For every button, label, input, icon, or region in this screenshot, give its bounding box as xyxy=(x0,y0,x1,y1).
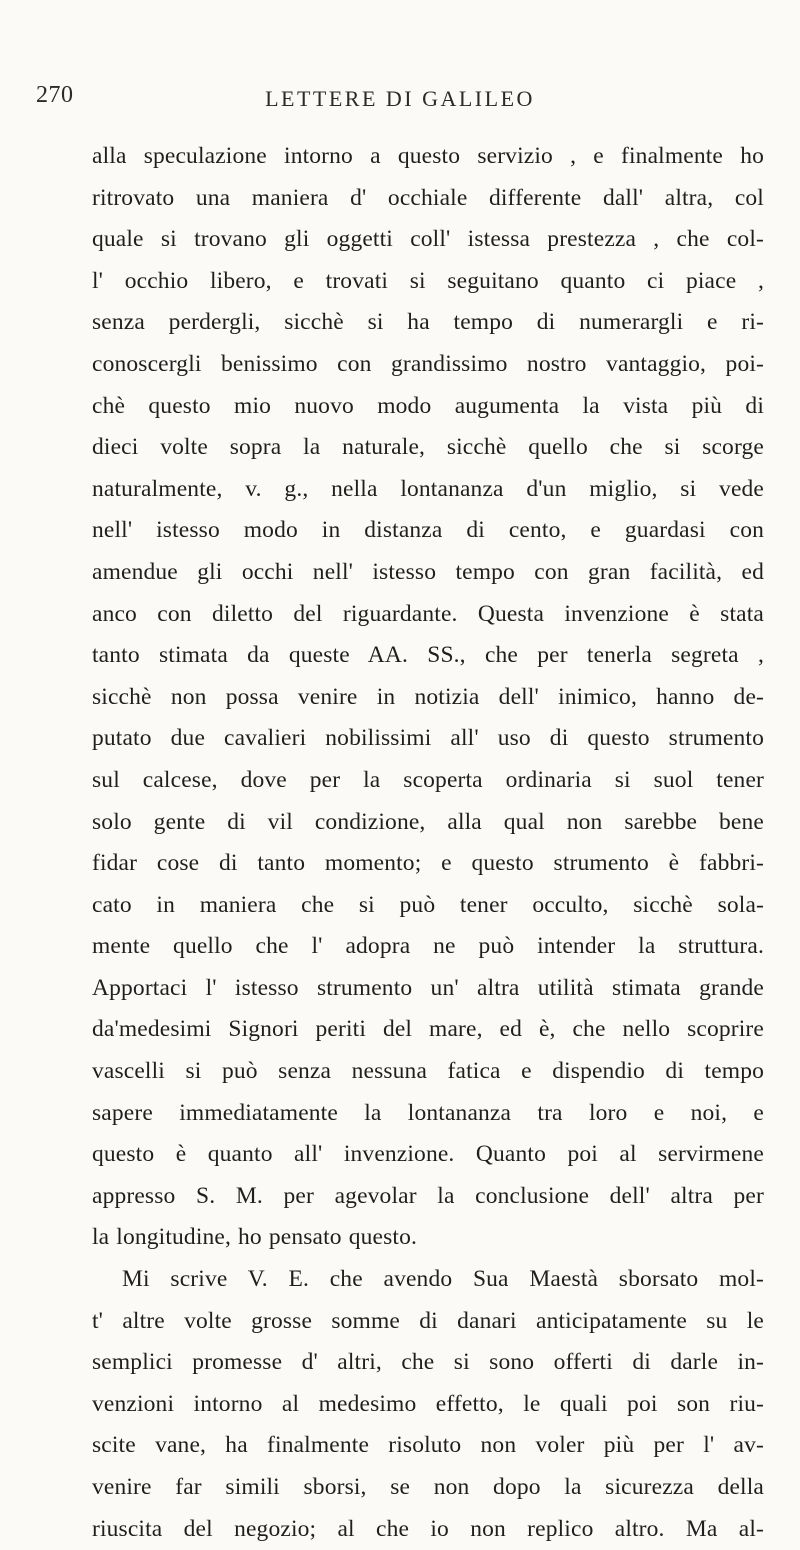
text-line: anco con diletto del riguardante. Questa invenzione è stata xyxy=(92,600,764,627)
text-line: chè questo mio nuovo modo augumenta la vista più di xyxy=(92,392,764,419)
text-line: tanto stimata da queste AA. SS., che per tenerla segreta , xyxy=(92,642,764,669)
text-line: vascelli si può senza nessuna fatica e dispendio di tempo xyxy=(92,1058,764,1085)
paragraph-start-line: Mi scrive V. E. che avendo Sua Maestà sborsato mol- xyxy=(122,1266,764,1293)
body-text xyxy=(92,136,764,1550)
text-line: riuscita del negozio; al che io non replico altro. Ma al- xyxy=(92,1515,764,1542)
paragraph-end-line: la longitudine, ho pensato questo. xyxy=(92,1224,417,1251)
text-line: da'medesimi Signori periti del mare, ed è, che nello scoprire xyxy=(92,1016,764,1043)
text-line: fidar cose di tanto momento; e questo strumento è fabbri- xyxy=(92,850,764,877)
text-line: mente quello che l' adopra ne può intender la struttura. xyxy=(92,933,764,960)
text-line: sapere immediatamente la lontananza tra loro e noi, e xyxy=(92,1099,764,1126)
text-line: cato in maniera che si può tener occulto, sicchè sola- xyxy=(92,891,764,918)
text-line: appresso S. M. per agevolar la conclusione dell' altra per xyxy=(92,1182,764,1209)
text-line: sul calcese, dove per la scoperta ordinaria si suol tener xyxy=(92,766,764,793)
text-line: questo è quanto all' invenzione. Quanto poi al servirmene xyxy=(92,1141,764,1168)
running-title: LETTERE DI GALILEO xyxy=(265,86,535,111)
text-line: naturalmente, v. g., nella lontananza d'un miglio, si vede xyxy=(92,475,764,502)
text-line: dieci volte sopra la naturale, sicchè quello che si scorge xyxy=(92,434,764,461)
text-line: conoscergli benissimo con grandissimo nostro vantaggio, poi- xyxy=(92,350,764,377)
text-line: l' occhio libero, e trovati si seguitano quanto ci piace , xyxy=(92,267,764,294)
text-line: alla speculazione intorno a questo servizio , e finalmente ho xyxy=(92,143,764,169)
text-line: nell' istesso modo in distanza di cento, e guardasi con xyxy=(92,517,764,544)
text-line: venire far simili sborsi, se non dopo la sicurezza della xyxy=(92,1474,764,1500)
text-line: senza perdergli, sicchè si ha tempo di numerargli e ri- xyxy=(92,309,764,336)
text-line: putato due cavalieri nobilissimi all' uso di questo strumento xyxy=(92,725,764,752)
text-line: semplici promesse d' altri, che si sono offerti di darle in- xyxy=(92,1349,764,1376)
page-number: 270 xyxy=(36,82,74,108)
text-line: quale si trovano gli oggetti coll' istessa prestezza , che col- xyxy=(92,226,764,253)
text-line: venzioni intorno al medesimo effetto, le quali poi son riu- xyxy=(92,1390,764,1417)
text-line: t' altre volte grosse somme di danari anticipatamente su le xyxy=(92,1307,764,1334)
text-line: scite vane, ha finalmente risoluto non voler più per l' av- xyxy=(92,1432,764,1459)
text-line: solo gente di vil condizione, alla qual non sarebbe bene xyxy=(92,808,764,835)
text-line: amendue gli occhi nell' istesso tempo con gran facilità, ed xyxy=(92,558,764,585)
text-line: sicchè non possa venire in notizia dell' inimico, hanno de- xyxy=(92,683,764,710)
text-line: Apportaci l' istesso strumento un' altra utilità stimata grande xyxy=(92,974,764,1001)
text-line: ritrovato una maniera d' occhiale differente dall' altra, col xyxy=(92,184,764,211)
page-header xyxy=(0,82,800,122)
